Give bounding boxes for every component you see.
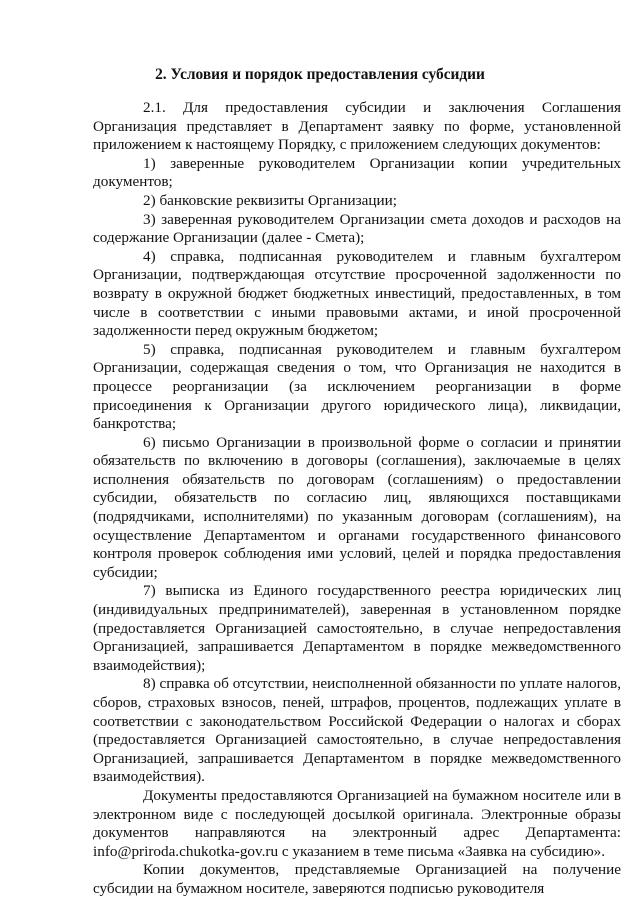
document-body xyxy=(93,99,621,899)
list-item-8: 8) справка об отсутствии, неисполненной обязанности по уплате налогов, сборов, страховых взносов, пеней, штрафов, процентов, подлежащих уплате в соответствии с законодательством Российской Федерации о налогах и сборах (предоставляется Организацией самостоятельно, в случае непредоставления Организацией, запрашивается Департаментом в порядке межведомственного взаимодействия). xyxy=(93,675,621,786)
list-item-7: 7) выписка из Единого государственного реестра юридических лиц (индивидуальных предпринимателей), заверенная в установленном порядке (предоставляется Организацией самостоятельно, в случае непредоставления Организацией, запрашивается Департаментом в порядке межведомственного взаимодействия); xyxy=(93,582,621,674)
list-item-2: 2) банковские реквизиты Организации; xyxy=(143,191,398,209)
list-item-6: 6) письмо Организации в произвольной форме о согласии и принятии обязательств по включению в договоры (соглашения), заключаемые в целях исполнения обязательств по договорам (соглашениям) о предоставлении субсидии, обязательств по согласию лиц, являющихся поставщиками (подрядчиками, исполнителями) по указанным договорам (соглашениям), на осуществление Департаментом и органами государственного финансового контроля проверок соблюдения ими условий, целей и порядка предоставления субсидии; xyxy=(93,433,621,581)
submission-paragraph: Документы предоставляются Организацией на бумажном носителе или в электронном виде с последующей досылкой оригинала. Электронные образы документов направляются на электронный адрес Департамента: info@priroda.chukotka-gov.ru с указанием в теме письма «Заявка на субсидию». xyxy=(93,786,621,860)
list-item-5: 5) справка, подписанная руководителем и главным бухгалтером Организации, содержащая сведения о том, что Организация не находится в процессе реорганизации (за исключением реорганизации в форме присоединения к Организации другого юридического лица), ликвидации, банкротства; xyxy=(93,340,621,433)
section-heading: 2. Условия и порядок предоставления субсидии xyxy=(155,66,485,83)
list-item-1: 1) заверенные руководителем Организации копии учредительных документов; xyxy=(93,154,621,191)
paragraph-2-1: 2.1. Для предоставления субсидии и заключения Соглашения Организация представляет в Департамент заявку по форме, установленной приложением к настоящему Порядку, с приложением следующих документов: xyxy=(93,99,621,154)
list-item-4: 4) справка, подписанная руководителем и главным бухгалтером Организации, подтверждающая отсутствие просроченной задолженности по возврату в окружной бюджет бюджетных инвестиций, предоставленных, в том числе в соответствии с иными правовыми актами, и иной просроченной задолженности перед окружным бюджетом; xyxy=(93,247,621,340)
list-item-3: 3) заверенная руководителем Организации смета доходов и расходов на содержание Организации (далее - Смета); xyxy=(93,210,621,247)
copies-paragraph: Копии документов, представляемые Организацией на получение субсидии на бумажном носителе, заверяются подписью руководителя xyxy=(93,861,621,897)
